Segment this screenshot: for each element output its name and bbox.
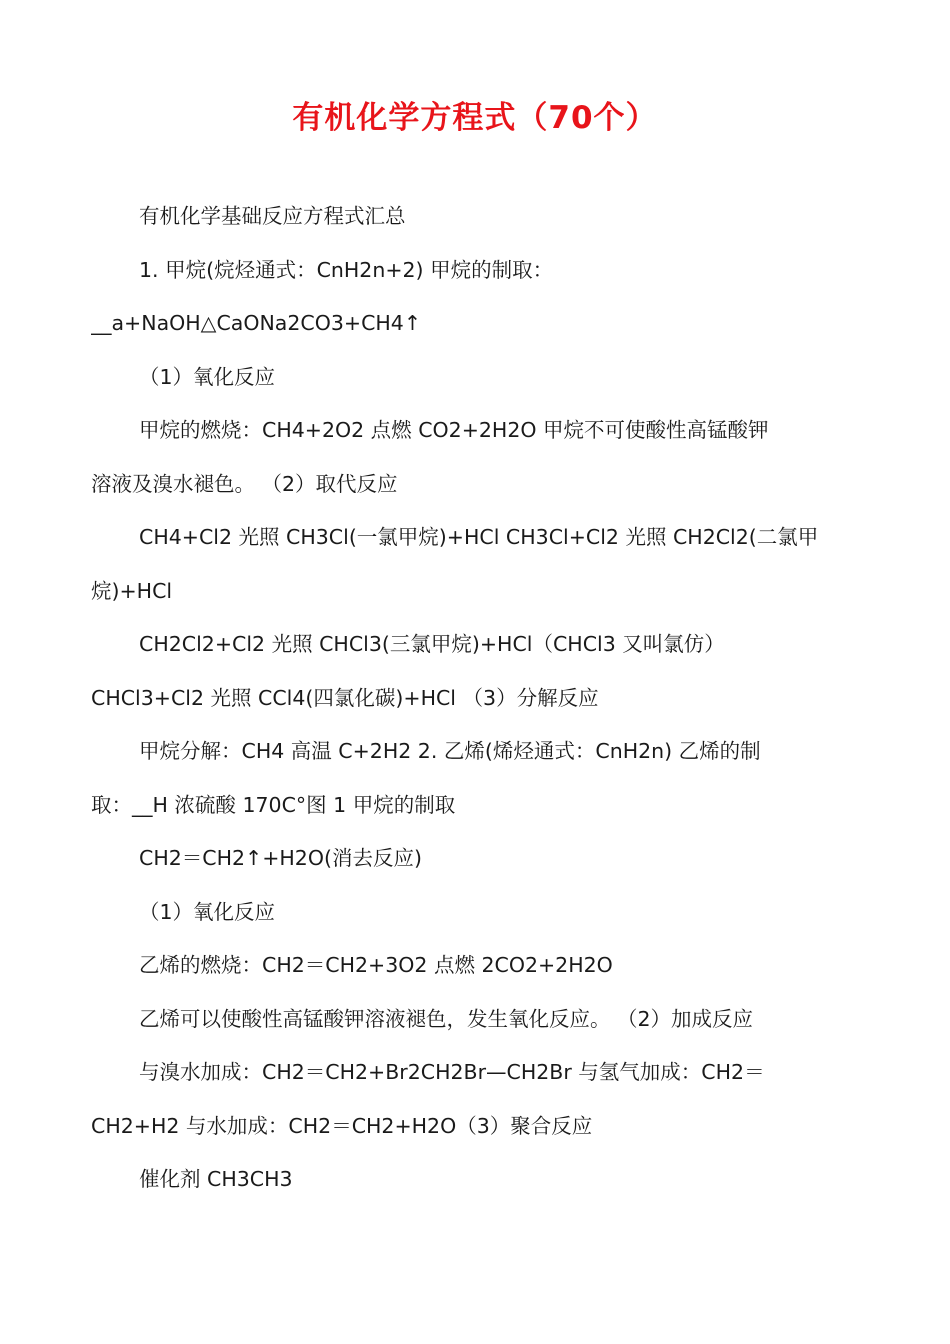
paragraph-line: 与溴水加成：CH2＝CH2+Br2CH2Br—CH2Br 与氢气加成：CH2＝ bbox=[139, 1060, 765, 1084]
paragraph-line: （1）氧化反应 bbox=[139, 899, 276, 924]
paragraph-line: 甲烷的燃烧：CH4+2O2 点燃 CO2+2H2O 甲烷不可使酸性高锰酸钾 bbox=[139, 418, 769, 442]
paragraph-line: 乙烯的燃烧：CH2＝CH2+3O2 点燃 2CO2+2H2O bbox=[139, 953, 613, 977]
paragraph-line: __a+NaOH△CaONa2CO3+CH4↑ bbox=[91, 311, 422, 335]
document-body bbox=[91, 190, 861, 1207]
paragraph-line: 烷)+HCl bbox=[91, 578, 173, 603]
paragraph-line: CH2＝CH2↑+H2O(消去反应) bbox=[139, 846, 422, 870]
paragraph-line: 取：__H 浓硫酸 170C°图 1 甲烷的制取 bbox=[91, 792, 456, 817]
paragraph-line: （1）氧化反应 bbox=[139, 364, 276, 389]
document-title: 有机化学方程式（70个） bbox=[292, 100, 658, 136]
paragraph-line: 甲烷分解：CH4 高温 C+2H2 2. 乙烯(烯烃通式：CnH2n) 乙烯的制 bbox=[139, 739, 761, 763]
paragraph-line: CHCl3+Cl2 光照 CCl4(四氯化碳)+HCl （3）分解反应 bbox=[91, 685, 599, 710]
paragraph-line: CH2Cl2+Cl2 光照 CHCl3(三氯甲烷)+HCl（CHCl3 又叫氯仿） bbox=[139, 632, 725, 656]
paragraph-line: 1. 甲烷(烷烃通式：CnH2n+2) 甲烷的制取： bbox=[139, 257, 554, 282]
paragraph-line: CH4+Cl2 光照 CH3Cl(一氯甲烷)+HCl CH3Cl+Cl2 光照 CH2Cl2(二氯甲 bbox=[139, 525, 819, 549]
paragraph-line: 乙烯可以使酸性高锰酸钾溶液褪色，发生氧化反应。 （2）加成反应 bbox=[139, 1006, 754, 1031]
paragraph-line: 溶液及溴水褪色。 （2）取代反应 bbox=[91, 471, 398, 496]
paragraph-line: 催化剂 CH3CH3 bbox=[139, 1167, 293, 1191]
paragraph-line: CH2+H2 与水加成：CH2＝CH2+H2O（3）聚合反应 bbox=[91, 1113, 593, 1138]
paragraph-line: 有机化学基础反应方程式汇总 bbox=[139, 204, 406, 228]
